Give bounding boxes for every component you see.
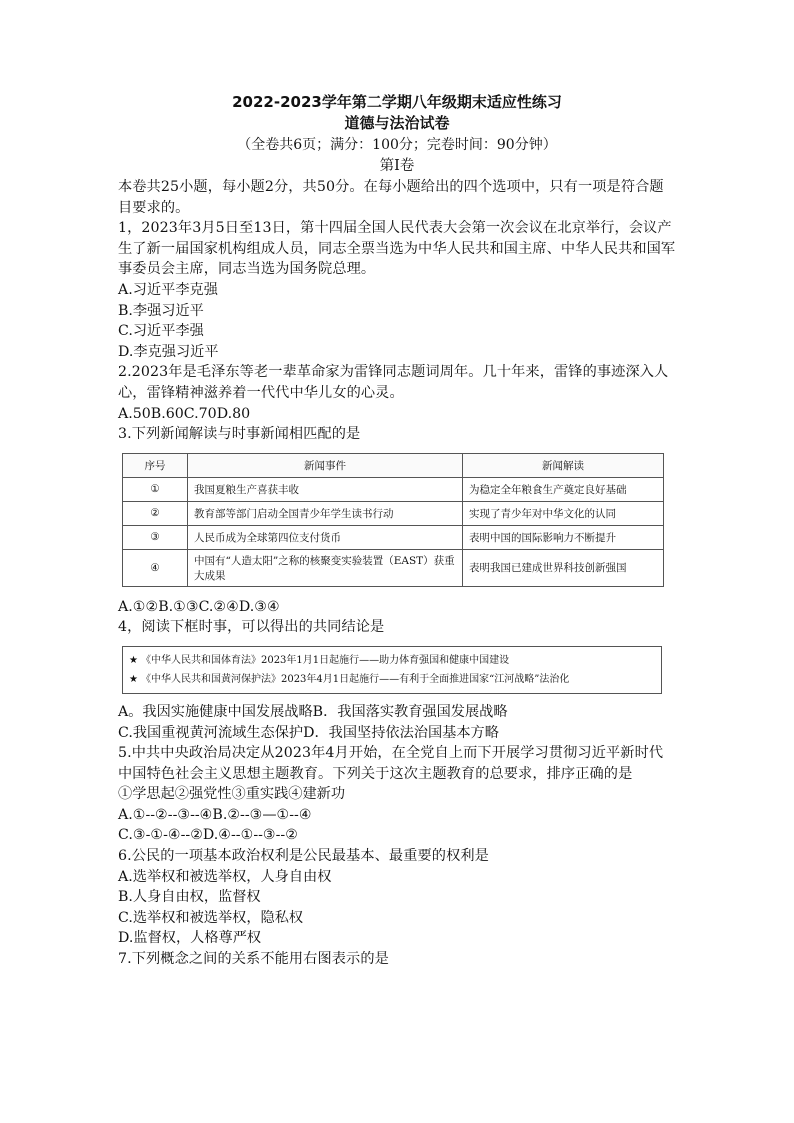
news-box-text: 《中华人民共和国体育法》2023年1月1日起施行——助力体育强国和健康中国建设 bbox=[140, 654, 510, 666]
question-4-options-cd: C.我国重视黄河流域生态保护D．我国坚持依法治国基本方略 bbox=[118, 724, 499, 741]
question-6-option-d: D.监督权，人格尊严权 bbox=[118, 930, 262, 947]
question-2-options: A.50B.60C.70D.80 bbox=[118, 405, 251, 422]
question-7-stem: 7.下列概念之间的关系不能用右图表示的是 bbox=[118, 951, 389, 968]
news-box bbox=[122, 646, 662, 694]
row-interpretation: 表明我国已建成世界科技创新强国 bbox=[463, 549, 664, 586]
section-intro: 本卷共25小题，每小题2分，共50分。在每小题给出的四个选项中，只有一项是符合题目要求的。 bbox=[118, 179, 664, 216]
question-2-stem: 2.2023年是毛泽东等老一辈革命家为雷锋同志题词周年。几十年来，雷锋的事迹深入人心，雷锋精神滋养着一代代中华儿女的心灵。 bbox=[118, 364, 669, 401]
row-number: ④ bbox=[123, 549, 188, 586]
news-box-line bbox=[129, 670, 655, 689]
star-icon: ★ bbox=[129, 673, 138, 685]
question-4-options-ab: A。我因实施健康中国发展战略B．我国落实教育强国发展战略 bbox=[118, 703, 508, 720]
news-box-text: 《中华人民共和国黄河保护法》2023年4月1日起施行——有利于全面推进国家“江河战略”法治化 bbox=[140, 673, 570, 685]
table-row bbox=[123, 549, 664, 586]
exam-title: 2022-2023学年第二学期八年级期末适应性练习 bbox=[232, 93, 562, 111]
exam-info: （全卷共6页；满分：100分；完卷时间：90分钟） bbox=[237, 137, 557, 153]
question-6-stem: 6.公民的一项基本政治权利是公民最基本、最重要的权利是 bbox=[118, 848, 489, 865]
question-6-option-a: A.选举权和被选举权，人身自由权 bbox=[118, 868, 332, 885]
row-event: 教育部等部门启动全国青少年学生读书行动 bbox=[188, 501, 463, 525]
question-5-stem: 5.中共中央政治局决定从2023年4月开始，在全党自上而下开展学习贯彻习近平新时代中国特色社会主义思想主题教育。下列关于这次主题教育的总要求，排序正确的是 bbox=[118, 745, 664, 782]
question-4-stem: 4，阅读下框时事，可以得出的共同结论是 bbox=[118, 619, 385, 636]
row-interpretation: 实现了青少年对中华文化的认同 bbox=[463, 501, 664, 525]
row-interpretation: 表明中国的国际影响力不断提升 bbox=[463, 525, 664, 549]
question-5-options-ab: A.①--②--③--④B.②--③—①--④ bbox=[118, 806, 312, 823]
table-row bbox=[123, 477, 664, 501]
news-table bbox=[122, 453, 664, 587]
news-box-line bbox=[129, 651, 655, 670]
question-1-stem: 1，2023年3月5日至13日，第十四届全国人民代表大会第一次会议在北京举行，会议产生了新一届国家机构组成人员，同志全票当选为中华人民共和国主席、中华人民共和国军事委员会主席，同志当选为国务院总理。 bbox=[118, 220, 676, 278]
row-event: 人民币成为全球第四位支付货币 bbox=[188, 525, 463, 549]
section-title: 第Ⅰ卷 bbox=[379, 158, 415, 174]
question-6-option-c: C.选举权和被选举权，隐私权 bbox=[118, 909, 304, 926]
question-1-option-b: B.李强习近平 bbox=[118, 302, 204, 319]
exam-page bbox=[118, 92, 676, 970]
header-event: 新闻事件 bbox=[188, 453, 463, 477]
question-5-items: ①学思起②强党性③重实践④建新功 bbox=[118, 786, 346, 803]
question-3-options: A.①②B.①③C.②④D.③④ bbox=[118, 598, 280, 615]
question-1-option-c: C.习近平李强 bbox=[118, 323, 204, 340]
row-event: 中国有“人造太阳”之称的核聚变实验装置（EAST）获重大成果 bbox=[188, 549, 463, 586]
row-number: ③ bbox=[123, 525, 188, 549]
row-number: ② bbox=[123, 501, 188, 525]
header-number: 序号 bbox=[123, 453, 188, 477]
header-interpretation: 新闻解读 bbox=[463, 453, 664, 477]
row-event: 我国夏粮生产喜获丰收 bbox=[188, 477, 463, 501]
table-row bbox=[123, 501, 664, 525]
exam-subject: 道德与法治试卷 bbox=[344, 114, 450, 132]
row-number: ① bbox=[123, 477, 188, 501]
row-interpretation: 为稳定全年粮食生产奠定良好基础 bbox=[463, 477, 664, 501]
star-icon: ★ bbox=[129, 654, 138, 666]
news-table-header bbox=[123, 453, 664, 477]
question-3-stem: 3.下列新闻解读与时事新闻相匹配的是 bbox=[118, 426, 361, 443]
table-row bbox=[123, 525, 664, 549]
question-5-options-cd: C.③-①-④--②D.④--①--③--② bbox=[118, 827, 298, 844]
question-6-option-b: B.人身自由权，监督权 bbox=[118, 889, 261, 906]
question-1-option-a: A.习近平李克强 bbox=[118, 281, 218, 298]
question-1-option-d: D.李克强习近平 bbox=[118, 343, 219, 360]
